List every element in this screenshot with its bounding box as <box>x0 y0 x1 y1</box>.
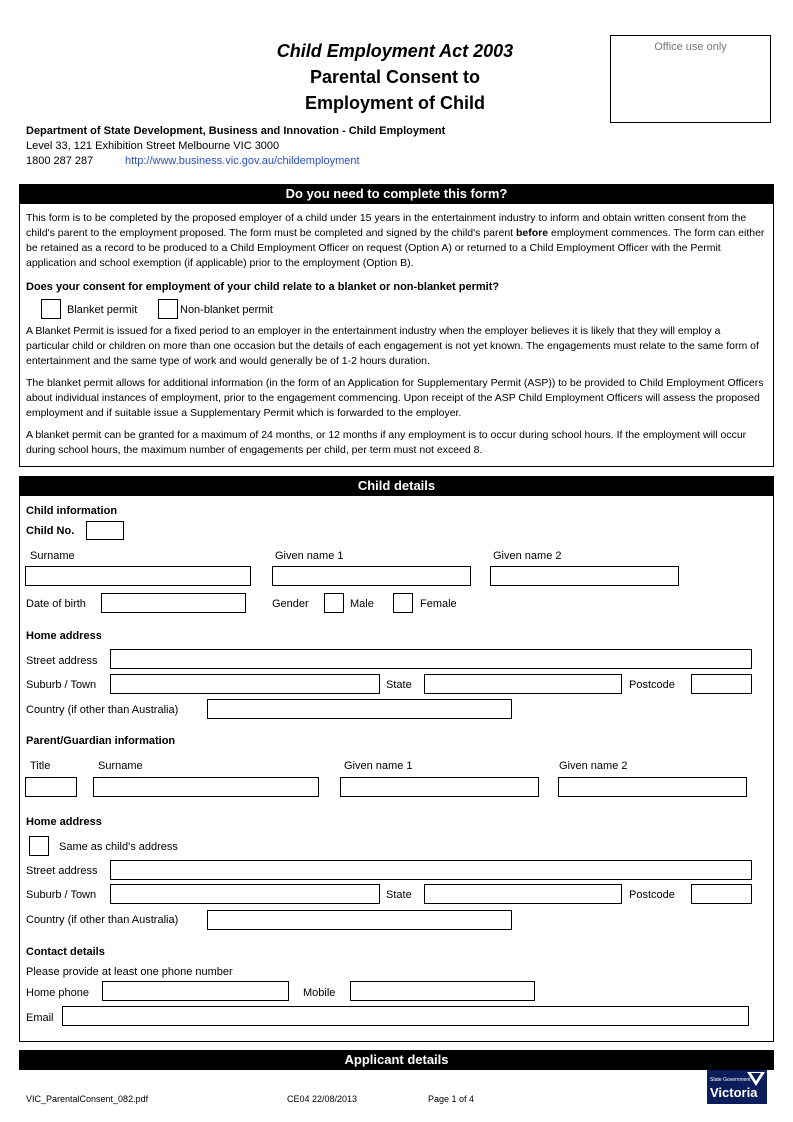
title-line3: Employment of Child <box>305 93 485 113</box>
female-label: Female <box>420 598 457 610</box>
female-checkbox[interactable] <box>393 593 413 613</box>
child-home-address-heading: Home address <box>26 630 102 642</box>
child-no-field[interactable] <box>86 521 124 540</box>
parent-info-heading: Parent/Guardian information <box>26 735 176 747</box>
parent-given2-field[interactable] <box>558 777 747 797</box>
parent-street-field[interactable] <box>110 860 752 880</box>
child-surname-field[interactable] <box>25 566 251 586</box>
nonblanket-permit-label: Non-blanket permit <box>180 304 273 316</box>
parent-street-label: Street address <box>26 865 98 877</box>
triangle-icon <box>747 1072 765 1086</box>
home-phone-field[interactable] <box>102 981 289 1001</box>
male-label: Male <box>350 598 374 610</box>
child-state-field[interactable] <box>424 674 622 694</box>
footer-page: Page 1 of 4 <box>428 1094 475 1104</box>
phone-note: Please provide at least one phone number <box>26 966 233 978</box>
parent-suburb-label: Suburb / Town <box>26 889 97 901</box>
child-given1-label: Given name 1 <box>275 550 344 562</box>
parent-state-label: State <box>386 889 412 901</box>
child-street-field[interactable] <box>110 649 752 669</box>
logo-state-gov: State Government <box>710 1077 751 1083</box>
child-given2-label: Given name 2 <box>493 550 562 562</box>
parent-postcode-field[interactable] <box>691 884 752 904</box>
office-use-box <box>610 35 771 123</box>
parent-given1-field[interactable] <box>340 777 539 797</box>
email-field[interactable] <box>62 1006 749 1026</box>
child-surname-label: Surname <box>30 550 75 562</box>
para1-text-a: This form is to be completed by the proposed employer of a child under 15 years in the entertainment industry to inform and obtain written consent from the child's parent to the employment proposed. The form must be completed and signed by the child's parent <box>26 212 747 239</box>
parent-postcode-label: Postcode <box>629 889 675 901</box>
male-checkbox[interactable] <box>324 593 344 613</box>
parent-given2-label: Given name 2 <box>559 760 628 772</box>
dept-phone: 1800 287 287 <box>26 155 94 167</box>
parent-country-field[interactable] <box>207 910 512 930</box>
parent-title-field[interactable] <box>25 777 77 797</box>
intro-para1 <box>26 211 766 271</box>
para1-bold: before <box>516 227 549 239</box>
title-act: Child Employment Act 2003 <box>276 41 514 61</box>
title-line2: Parental Consent to <box>309 67 481 87</box>
contact-heading: Contact details <box>26 946 105 958</box>
parent-state-field[interactable] <box>424 884 622 904</box>
blanket-permit-label: Blanket permit <box>67 304 138 316</box>
child-given2-field[interactable] <box>490 566 679 586</box>
child-state-label: State <box>386 679 412 691</box>
parent-surname-field[interactable] <box>93 777 319 797</box>
child-suburb-field[interactable] <box>110 674 380 694</box>
parent-home-address-heading: Home address <box>26 816 102 828</box>
home-phone-label: Home phone <box>26 987 89 999</box>
child-postcode-field[interactable] <box>691 674 752 694</box>
parent-suburb-field[interactable] <box>110 884 380 904</box>
parent-title-label: Title <box>30 760 51 772</box>
child-given1-field[interactable] <box>272 566 471 586</box>
nonblanket-permit-checkbox[interactable] <box>158 299 178 319</box>
dept-name <box>26 124 445 139</box>
parent-country-label: Country (if other than Australia) <box>26 914 179 926</box>
parent-surname-label: Surname <box>98 760 143 772</box>
dob-field[interactable] <box>101 593 246 613</box>
child-postcode-label: Postcode <box>629 679 675 691</box>
child-suburb-label: Suburb / Town <box>26 679 97 691</box>
intro-para4: A blanket permit can be granted for a maximum of 24 months, or 12 months if any employment is to occur during school hours. If the employment will occur during school hours, the maximum number of engagements per child, per term must not exceed 8. <box>26 429 747 456</box>
mobile-label: Mobile <box>303 987 336 999</box>
same-address-checkbox[interactable] <box>29 836 49 856</box>
dept-name-text: Department of State Development, Business and Innovation - Child Employment <box>26 125 446 137</box>
office-use-label: Office use only <box>654 41 727 53</box>
child-street-label: Street address <box>26 655 98 667</box>
email-label: Email <box>26 1012 54 1024</box>
child-no-label: Child No. <box>26 525 75 537</box>
child-info-heading: Child information <box>26 505 118 517</box>
mobile-field[interactable] <box>350 981 535 1001</box>
footer-filename: VIC_ParentalConsent_082.pdf <box>26 1094 149 1104</box>
applicant-heading: Applicant details <box>19 1050 774 1070</box>
logo-victoria: Victoria <box>710 1085 758 1100</box>
permit-question: Does your consent for employment of your child relate to a blanket or non-blanket permit? <box>26 281 500 293</box>
intro-heading: Do you need to complete this form? <box>19 184 774 204</box>
form-title <box>240 38 550 116</box>
gender-label: Gender <box>272 598 309 610</box>
dept-url-link[interactable]: http://www.business.vic.gov.au/childemployment <box>125 155 360 167</box>
dob-label: Date of birth <box>26 598 86 610</box>
same-address-label: Same as child's address <box>59 841 178 853</box>
victoria-logo <box>707 1070 767 1104</box>
blanket-permit-checkbox[interactable] <box>41 299 61 319</box>
footer-code: CE04 22/08/2013 <box>287 1094 358 1104</box>
intro-para2: A Blanket Permit is issued for a fixed period to an employer in the entertainment industry when the employer believes it is likely that they will employ a particular child or children on more than one occasion but the details of each engagement is not yet known. The engagements must relate to the same form of entertainment and the same type of work and would generally be of 1-2 hours duration. <box>26 325 759 367</box>
child-country-label: Country (if other than Australia) <box>26 704 179 716</box>
intro-para3: The blanket permit allows for additional information (in the form of an Application for Supplementary Permit (ASP)) to be provided to Child Employment Officers about individual instances of employment, prior to the engagement commencing. Upon receipt of the ASP Child Employment Officers will assess the proposed employment and if suitable issue a Supplementary Permit which is forwarded to the employer. <box>26 377 764 419</box>
parent-given1-label: Given name 1 <box>344 760 413 772</box>
para1-text-b: employment commences. The form can either be retained as a record to be produced to a Child Employment Officer on request (Option A) or returned to a Child Employment Officer with the Permit application and school exemption (if applicable) prior to the employment (Option B). <box>26 227 765 269</box>
child-heading: Child details <box>19 476 774 496</box>
child-country-field[interactable] <box>207 699 512 719</box>
dept-address: Level 33, 121 Exhibition Street Melbourne VIC 3000 <box>26 140 280 152</box>
